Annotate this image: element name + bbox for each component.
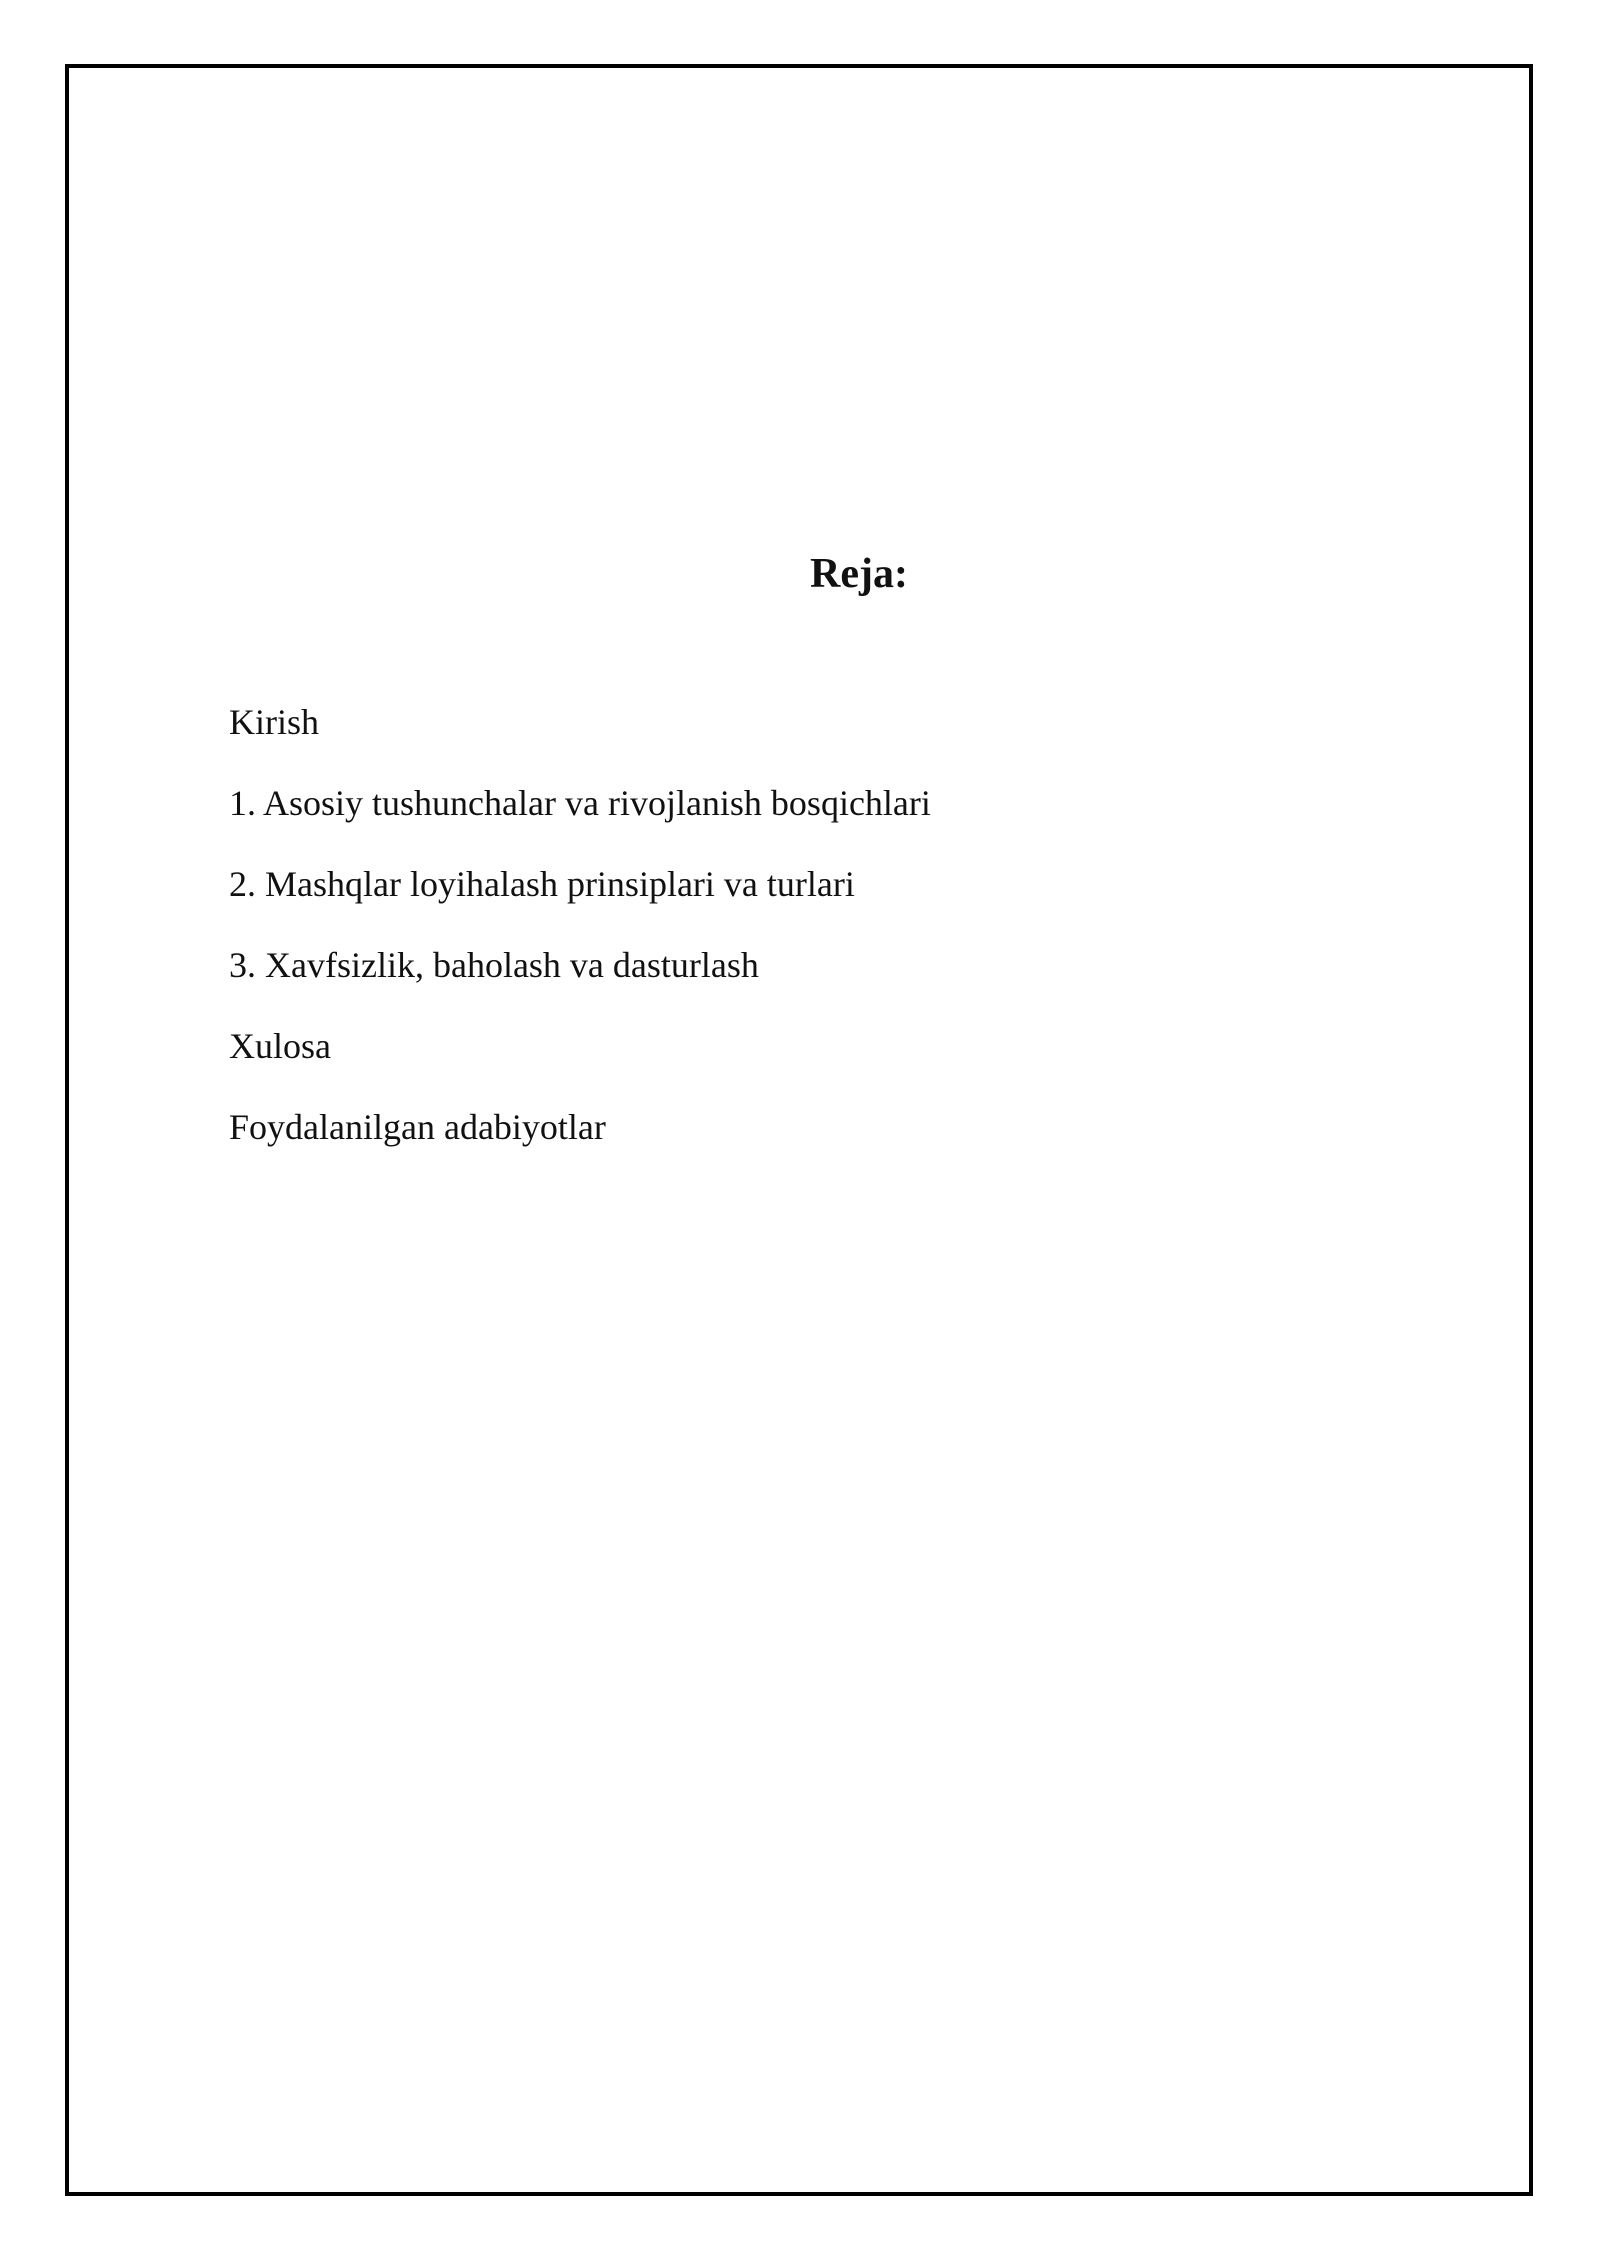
plan-item-chapter-1: 1. Asosiy tushunchalar va rivojlanish bosqichlari — [229, 783, 931, 823]
plan-item-references: Foydalanilgan adabiyotlar — [229, 1107, 606, 1147]
plan-item-chapter-2: 2. Mashqlar loyihalash prinsiplari va turlari — [229, 864, 855, 904]
page-title: Reja: — [810, 551, 908, 597]
plan-item-conclusion: Xulosa — [229, 1026, 331, 1066]
plan-item-introduction: Kirish — [229, 702, 319, 742]
plan-item-chapter-3: 3. Xavfsizlik, baholash va dasturlash — [229, 945, 759, 985]
plan-list — [229, 700, 931, 1186]
